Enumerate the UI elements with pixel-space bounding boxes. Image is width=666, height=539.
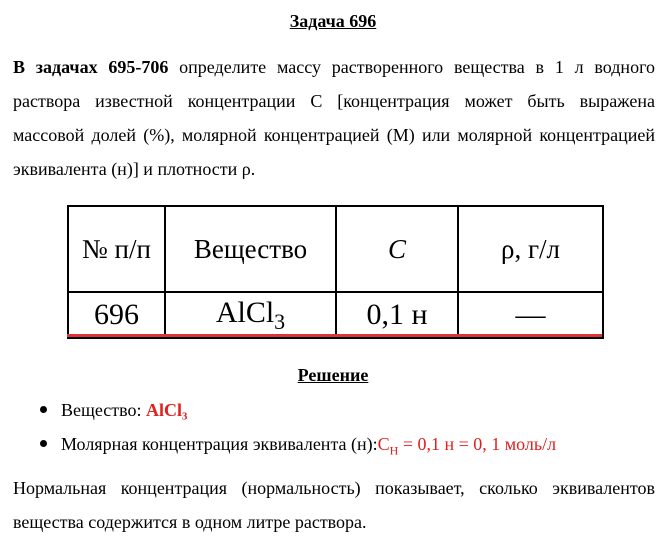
bullet-dot-icon <box>40 440 47 447</box>
conc-value: = 0,1 н = 0, 1 моль/л <box>398 434 557 454</box>
header-substance: Вещество <box>165 206 336 292</box>
task-table-wrapper <box>67 205 602 337</box>
substance-value: AlCl₃ <box>146 400 188 420</box>
bullet-concentration <box>40 433 556 462</box>
header-concentration: C <box>336 206 458 292</box>
closing-paragraph: Нормальная концентрация (нормальность) показывает, сколько эквивалентов вещества содержится в одном литре раствора. <box>13 478 655 532</box>
table-row <box>68 292 603 338</box>
substance-main: AlCl <box>215 295 275 329</box>
conc-symbol: C <box>377 434 390 454</box>
intro-text: определите массу растворенного вещества в 1 л водного раствора известной концентрации С [концентрация может быть выражена массовой долей (%), молярной концентрацией (М) или молярной концентрацией эквивалента (н)] и плотности ρ. <box>13 57 656 179</box>
cell-density: — <box>458 292 603 338</box>
substance-label: Вещество: <box>61 400 147 420</box>
conc-symbol-sub: H <box>389 443 399 458</box>
page-title: Задача 696 <box>289 11 377 31</box>
cell-substance <box>165 292 336 338</box>
solution-title: Решение <box>297 365 369 385</box>
bullet-substance <box>40 399 187 421</box>
header-number: № п/п <box>68 206 165 292</box>
substance-subscript: 3 <box>274 308 286 334</box>
table-header-row <box>68 206 603 292</box>
cell-concentration: 0,1 н <box>336 292 458 338</box>
header-density: ρ, г/л <box>458 206 603 292</box>
conc-label: Молярная концентрация эквивалента (н): <box>61 434 378 454</box>
intro-bold-prefix: В задачах 695-706 <box>13 57 169 77</box>
intro-paragraph <box>13 50 655 186</box>
task-table <box>67 205 604 339</box>
cell-number: 696 <box>68 292 165 338</box>
bullet-dot-icon <box>40 406 47 413</box>
table-red-underline <box>67 334 602 337</box>
